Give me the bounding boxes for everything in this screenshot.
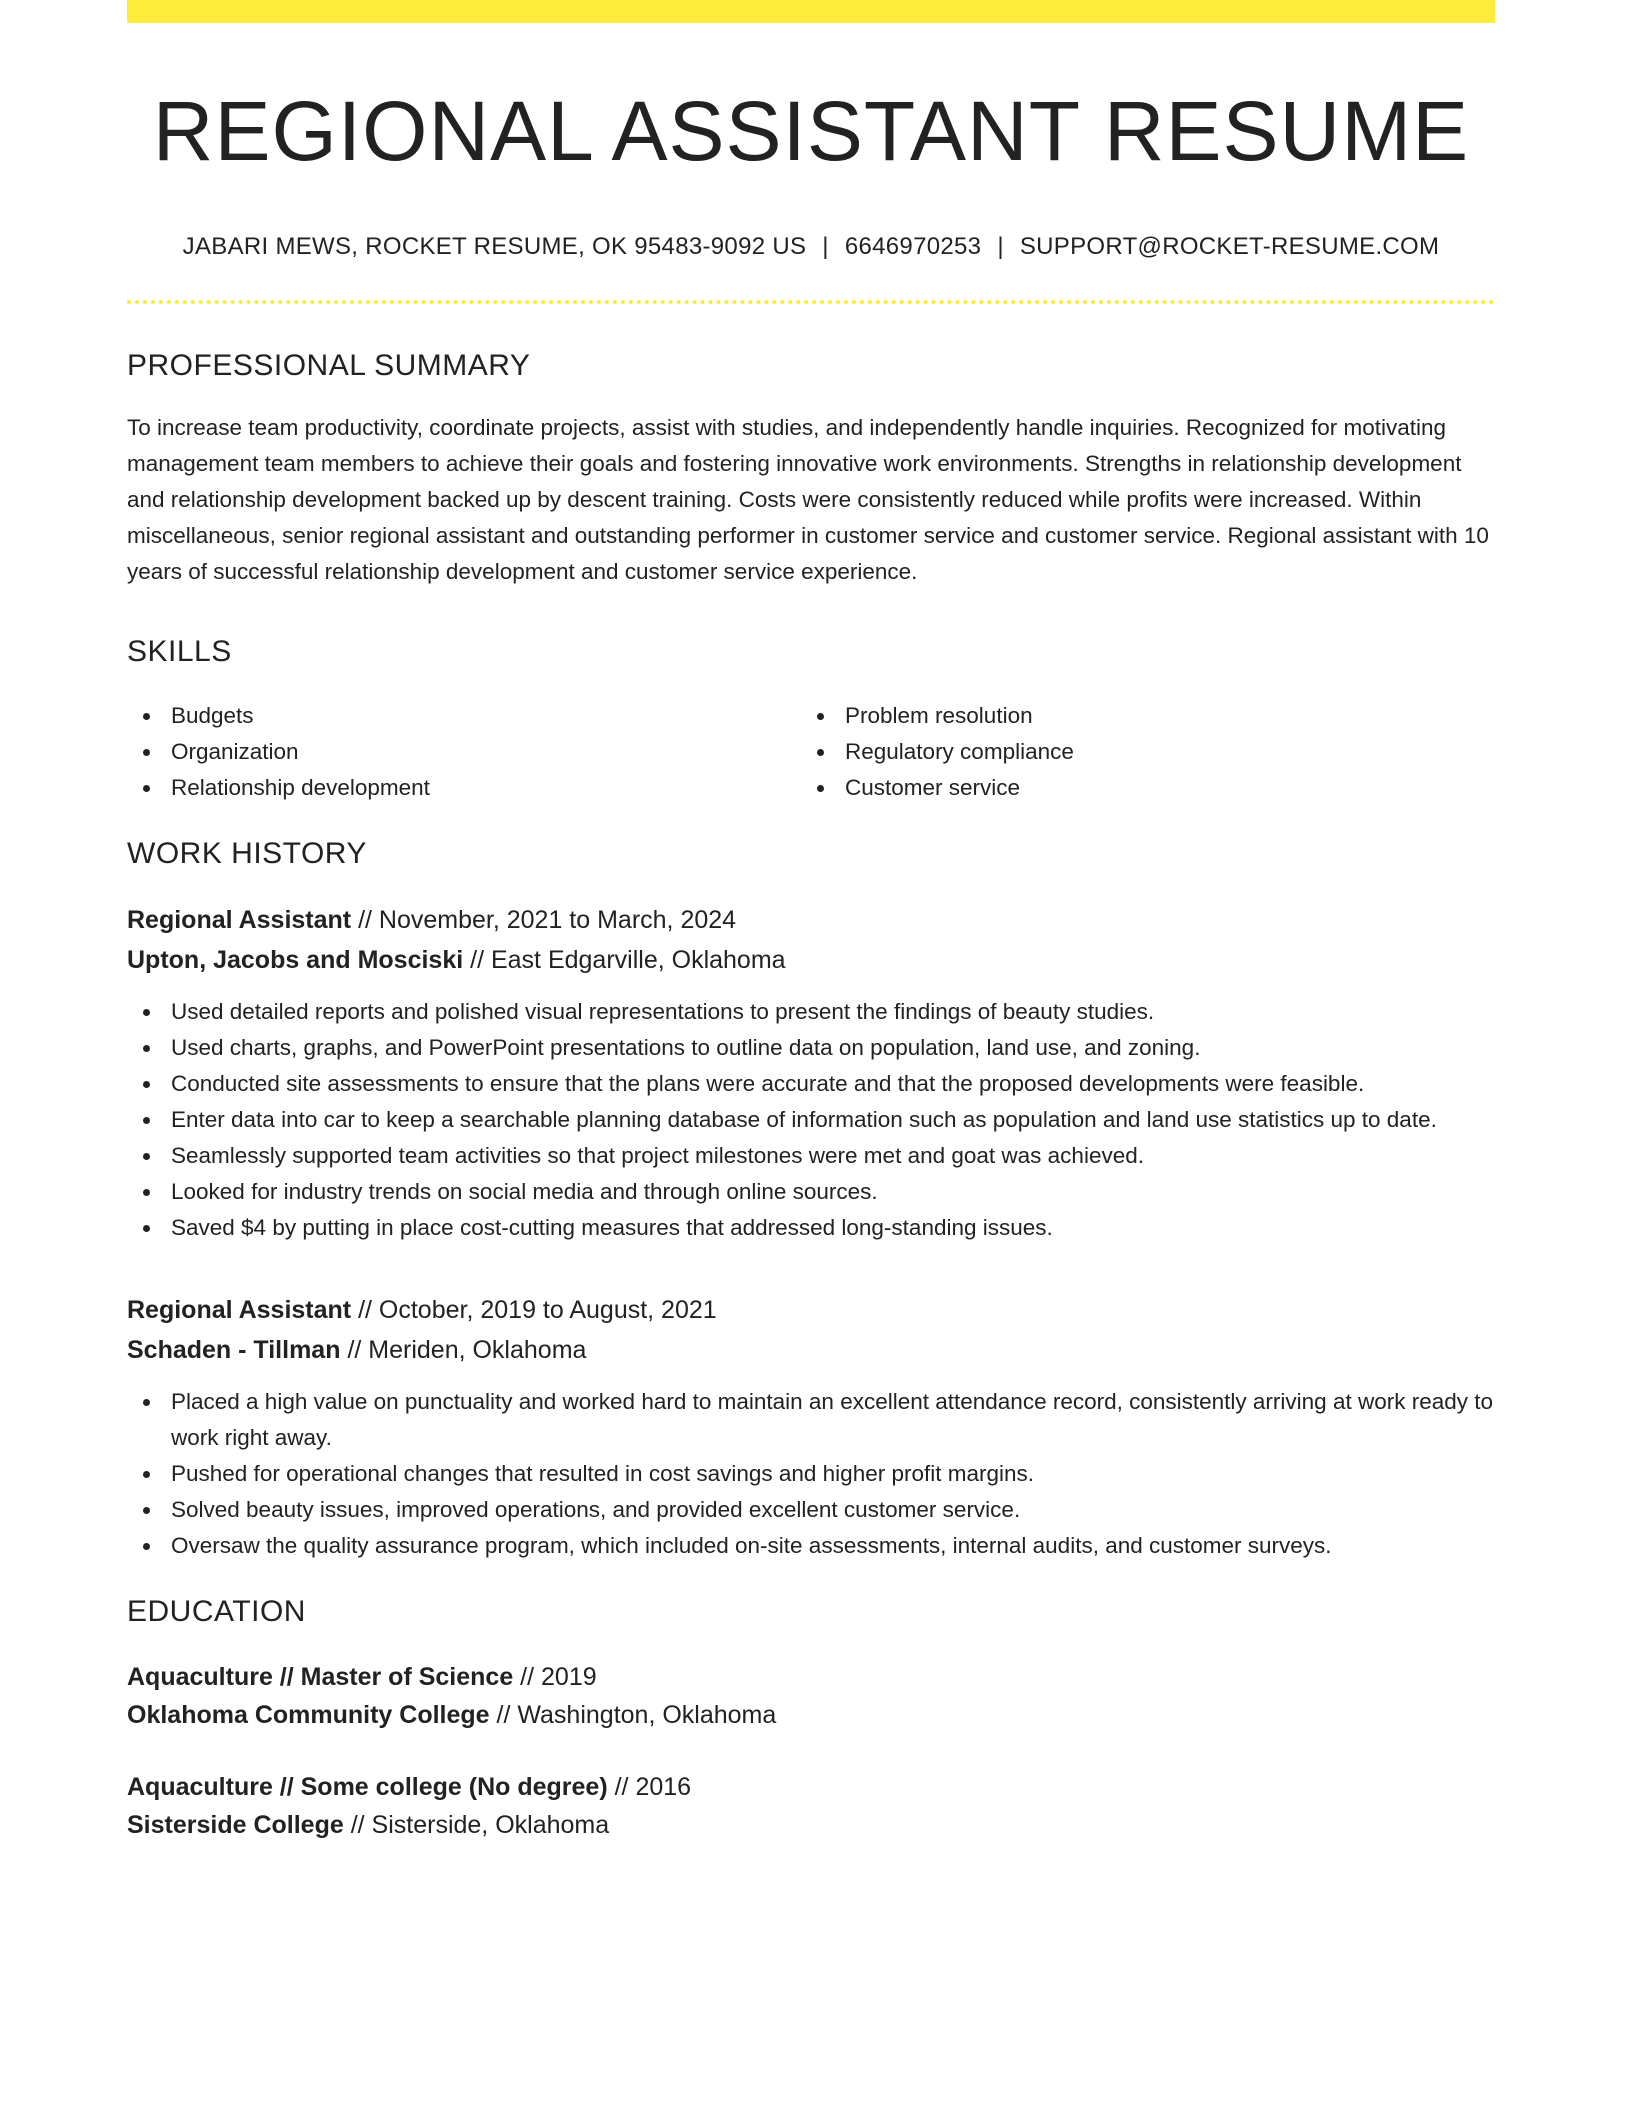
job-bullet — [127, 1174, 1495, 1210]
bullet-icon — [817, 749, 824, 756]
skill-item — [801, 698, 1475, 734]
work-history-heading: WORK HISTORY — [127, 837, 367, 871]
job-company-line — [127, 1330, 1495, 1370]
skills-column-left — [127, 698, 801, 806]
education-location: // Sisterside, Oklahoma — [350, 1811, 610, 1840]
job-bullet-text: Saved $4 by putting in place cost-cutting measures that addressed long-standing issues. — [171, 1215, 1053, 1241]
job-title: Regional Assistant — [127, 1296, 352, 1325]
job-title-line — [127, 1290, 1495, 1330]
job-bullet — [127, 1456, 1495, 1492]
skill-label: Regulatory compliance — [845, 739, 1074, 765]
job-bullet-text: Oversaw the quality assurance program, which included on-site assessments, internal audits, and customer surveys. — [171, 1533, 1332, 1559]
contact-email: SUPPORT@ROCKET-RESUME.COM — [1019, 233, 1440, 261]
education-degree-line — [127, 1768, 1495, 1806]
job-bullets — [127, 1384, 1495, 1564]
skills-heading: SKILLS — [127, 635, 232, 669]
resume-page — [127, 0, 1495, 1844]
job-bullet — [127, 1384, 1495, 1456]
education-year: // 2019 — [520, 1663, 597, 1692]
bullet-icon — [143, 785, 150, 792]
bullet-icon — [143, 1189, 150, 1196]
bullet-icon — [143, 1081, 150, 1088]
bullet-icon — [143, 1399, 150, 1406]
job-company: Upton, Jacobs and Mosciski — [127, 946, 464, 975]
bullet-icon — [817, 785, 824, 792]
skill-label: Budgets — [171, 703, 254, 729]
job-bullet — [127, 1528, 1495, 1564]
bullet-icon — [143, 1045, 150, 1052]
skill-label: Problem resolution — [845, 703, 1033, 729]
education-degree: Aquaculture // Master of Science — [127, 1663, 514, 1692]
job-company: Schaden - Tillman — [127, 1336, 341, 1365]
job-bullet-text: Looked for industry trends on social media and through online sources. — [171, 1179, 878, 1205]
skill-label: Customer service — [845, 775, 1021, 801]
job-bullet — [127, 1030, 1495, 1066]
job-bullet-text: Conducted site assessments to ensure that the plans were accurate and that the proposed developments were feasible. — [171, 1071, 1365, 1097]
job-bullet-text: Placed a high value on punctuality and worked hard to maintain an excellent attendance record, consistently arriving at work ready to work right away. — [171, 1389, 1494, 1451]
skill-label: Relationship development — [171, 775, 430, 801]
bullet-icon — [143, 1009, 150, 1016]
bullet-icon — [143, 1471, 150, 1478]
skill-item — [801, 770, 1475, 806]
job-bullet — [127, 1138, 1495, 1174]
education-heading: EDUCATION — [127, 1595, 306, 1629]
education-degree-line — [127, 1658, 1495, 1696]
skill-item — [127, 770, 801, 806]
education-year: // 2016 — [614, 1773, 692, 1802]
job-bullet-text: Pushed for operational changes that resulted in cost savings and higher profit margins. — [171, 1461, 1035, 1487]
education-school-line — [127, 1806, 1495, 1844]
bullet-icon — [143, 1225, 150, 1232]
job-location: // Meriden, Oklahoma — [347, 1336, 587, 1365]
education-school: Sisterside College — [127, 1811, 344, 1840]
job-bullet — [127, 1066, 1495, 1102]
job-location: // East Edgarville, Oklahoma — [470, 946, 786, 975]
job-dates: // November, 2021 to March, 2024 — [358, 906, 737, 935]
bullet-icon — [143, 1543, 150, 1550]
contact-phone: 6646970253 — [844, 233, 982, 261]
job-bullet — [127, 994, 1495, 1030]
bullet-icon — [143, 1153, 150, 1160]
job-bullet-text: Seamlessly supported team activities so that project milestones were met and goat was achieved. — [171, 1143, 1144, 1169]
skill-item — [127, 698, 801, 734]
skill-item — [801, 734, 1475, 770]
job-bullet-text: Enter data into car to keep a searchable planning database of information such as population and land use statistics up to date. — [171, 1107, 1437, 1133]
education-entry — [127, 1658, 1495, 1734]
job-title: Regional Assistant — [127, 906, 352, 935]
skills-column-right — [801, 698, 1475, 806]
summary-heading: PROFESSIONAL SUMMARY — [127, 349, 531, 383]
job-bullet-text: Solved beauty issues, improved operations, and provided excellent customer service. — [171, 1497, 1021, 1523]
job-bullet — [127, 1102, 1495, 1138]
education-location: // Washington, Oklahoma — [496, 1701, 777, 1730]
job-company-line — [127, 940, 1495, 980]
contact-separator: | — [822, 233, 829, 261]
skill-label: Organization — [171, 739, 299, 765]
bullet-icon — [143, 1507, 150, 1514]
bullet-icon — [143, 749, 150, 756]
bullet-icon — [143, 713, 150, 720]
job-bullet-text: Used detailed reports and polished visual representations to present the findings of beauty studies. — [171, 999, 1155, 1025]
job-dates: // October, 2019 to August, 2021 — [358, 1296, 717, 1325]
bullet-icon — [817, 713, 824, 720]
education-entry — [127, 1768, 1495, 1844]
education-degree: Aquaculture // Some college (No degree) — [127, 1773, 608, 1802]
job-title-line — [127, 900, 1495, 940]
summary-text: To increase team productivity, coordinate projects, assist with studies, and independently handle inquiries. Recognized for motivating management team members to achieve their goals and fostering innovative work environments. Strengths in relationship development and relationship development backed up by descent training. Costs were consistently reduced while profits were increased. Within miscellaneous, senior regional assistant and outstanding performer in customer service and customer service. Regional assistant with 10 years of successful relationship development and customer service experience. — [127, 415, 1489, 585]
dotted-divider — [127, 300, 1495, 304]
top-accent-bar — [127, 0, 1495, 23]
job-bullet — [127, 1210, 1495, 1246]
bullet-icon — [143, 1117, 150, 1124]
education-school-line — [127, 1696, 1495, 1734]
job-bullet — [127, 1492, 1495, 1528]
contact-separator: | — [997, 233, 1004, 261]
job-entry — [127, 1290, 1495, 1564]
education-school: Oklahoma Community College — [127, 1701, 490, 1730]
job-bullets — [127, 994, 1495, 1246]
skills-grid — [127, 698, 1495, 806]
skill-item — [127, 734, 801, 770]
contact-line — [127, 233, 1495, 262]
contact-address: JABARI MEWS, ROCKET RESUME, OK 95483-9092 US — [182, 233, 807, 261]
page-title: REGIONAL ASSISTANT RESUME — [152, 84, 1470, 178]
job-entry — [127, 900, 1495, 1246]
job-bullet-text: Used charts, graphs, and PowerPoint presentations to outline data on population, land use, and zoning. — [171, 1035, 1201, 1061]
